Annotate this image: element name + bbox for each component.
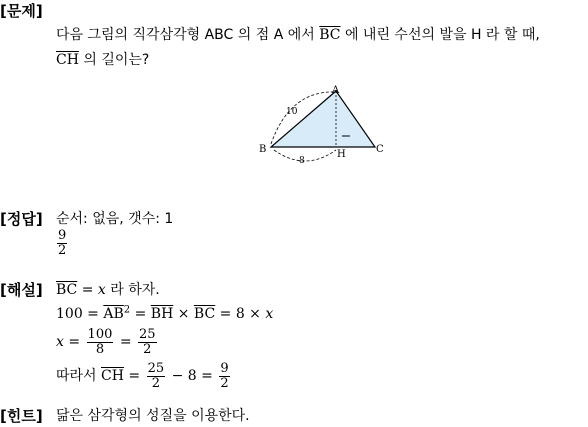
- vertex-b: B: [259, 144, 267, 155]
- problem-line-1: 다음 그림의 직각삼각형 ABC 의 점 A 에서 $\overline{BC}$ 에 내린 수선의 발을 H 라 할 때,: [56, 27, 540, 43]
- solution-label: [해설]: [0, 281, 43, 299]
- solution-line-4: 따라서 $\overline{CH}$ = $\frac{25}{2}$ − 8 = $\frac{9}{2}$: [56, 360, 229, 391]
- answer-fraction: $\frac{9}{2}$: [58, 228, 67, 258]
- length-ab: 10: [286, 107, 298, 117]
- solution-line-2: $100 = \overline{AB}^2 = \overline{BH} \times \overline{BC} = 8 \times x$: [56, 304, 274, 322]
- problem-line-2: $\overline{CH}$ 의 길이는?: [56, 52, 150, 68]
- triangle-fill: [271, 91, 375, 147]
- segment-ch: $\overline{CH}$: [56, 52, 79, 68]
- vertex-h: H: [337, 149, 346, 160]
- hint-label: [힌트]: [0, 407, 43, 425]
- segment-bc: $\overline{BC}$: [319, 27, 341, 43]
- triangle-figure: [250, 80, 390, 170]
- solution-line-1: $\overline{BC} = x$ 라 하자.: [56, 282, 160, 298]
- arc-bh: [274, 150, 336, 161]
- problem-label: [문제]: [0, 2, 43, 20]
- answer-meta: 순서: 없음, 갯수: 1: [56, 211, 174, 227]
- hint-text: 닮은 삼각형의 성질을 이용한다.: [56, 408, 250, 424]
- length-bh: 8: [299, 156, 305, 166]
- vertex-a: A: [332, 85, 340, 96]
- answer-label: [정답]: [0, 210, 43, 228]
- solution-line-3: x = $\frac{100}{8}$ = $\frac{25}{2}$: [56, 326, 156, 357]
- vertex-c: C: [376, 144, 384, 155]
